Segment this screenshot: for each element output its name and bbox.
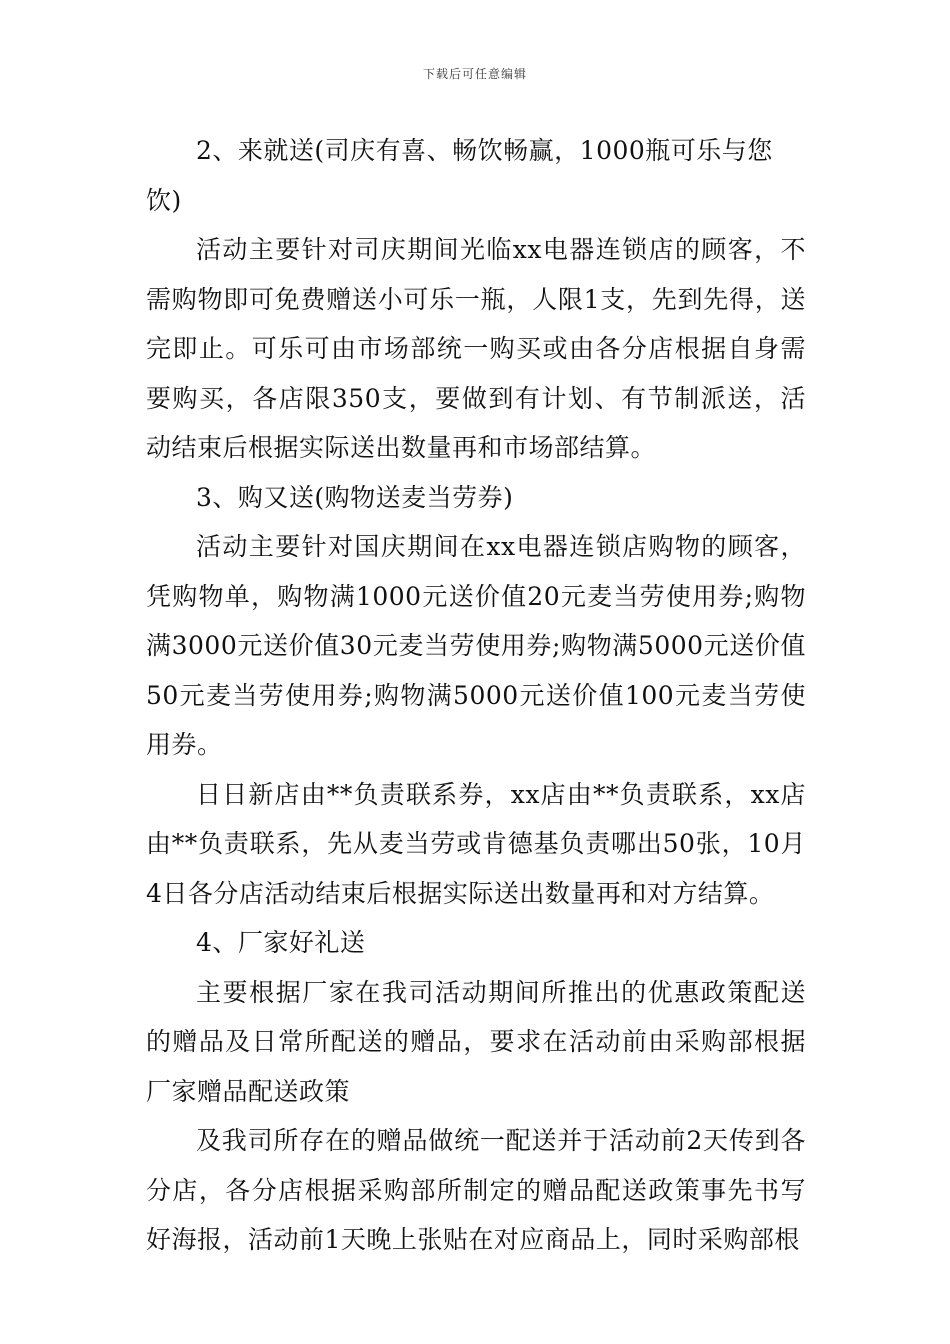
section-heading-2: 2、来就送(司庆有喜、畅饮畅赢，1000瓶可乐与您饮) — [146, 136, 773, 215]
section-3-paragraph-2: 日日新店由**负责联系券，xx店由**负责联系，xx店由**负责联系，先从麦当劳或肯德基负责哪出50张，10月4日各分店活动结束后根据实际送出数量再和对方结算。 — [146, 779, 806, 908]
page-header: 下载后可任意编辑 — [422, 67, 527, 81]
section-heading-4: 4、厂家好礼送 — [196, 928, 366, 957]
section-4-paragraph-2: 及我司所存在的赠品做统一配送并于活动前2天传到各分店，各分店根据采购部所制定的赠品配送政策事先书写好海报，活动前1天晚上张贴在对应商品上，同时采购部根 — [146, 1126, 806, 1254]
section-2-paragraph: 活动主要针对司庆期间光临xx电器连锁店的顾客，不需购物即可免费赠送小可乐一瓶，人限1支，先到先得，送完即止。可乐可由市场部统一购买或由各分店根据自身需要购买，各店限350支，要做到有计划、有节制派送，活动结束后根据实际送出数量再和市场部结算。 — [146, 235, 806, 462]
section-heading-3: 3、购又送(购物送麦当劳券) — [196, 482, 514, 512]
section-3-paragraph-1: 活动主要针对国庆期间在xx电器连锁店购物的顾客，凭购物单，购物满1000元送价值20元麦当劳使用券;购物满3000元送价值30元麦当劳使用券;购物满5000元送价值50元麦当劳使用券;购物满5000元送价值100元麦当劳使用券。 — [146, 532, 806, 759]
document-body — [146, 126, 806, 1265]
section-4-paragraph-1: 主要根据厂家在我司活动期间所推出的优惠政策配送的赠品及日常所配送的赠品，要求在活动前由采购部根据厂家赠品配送政策 — [146, 977, 806, 1106]
